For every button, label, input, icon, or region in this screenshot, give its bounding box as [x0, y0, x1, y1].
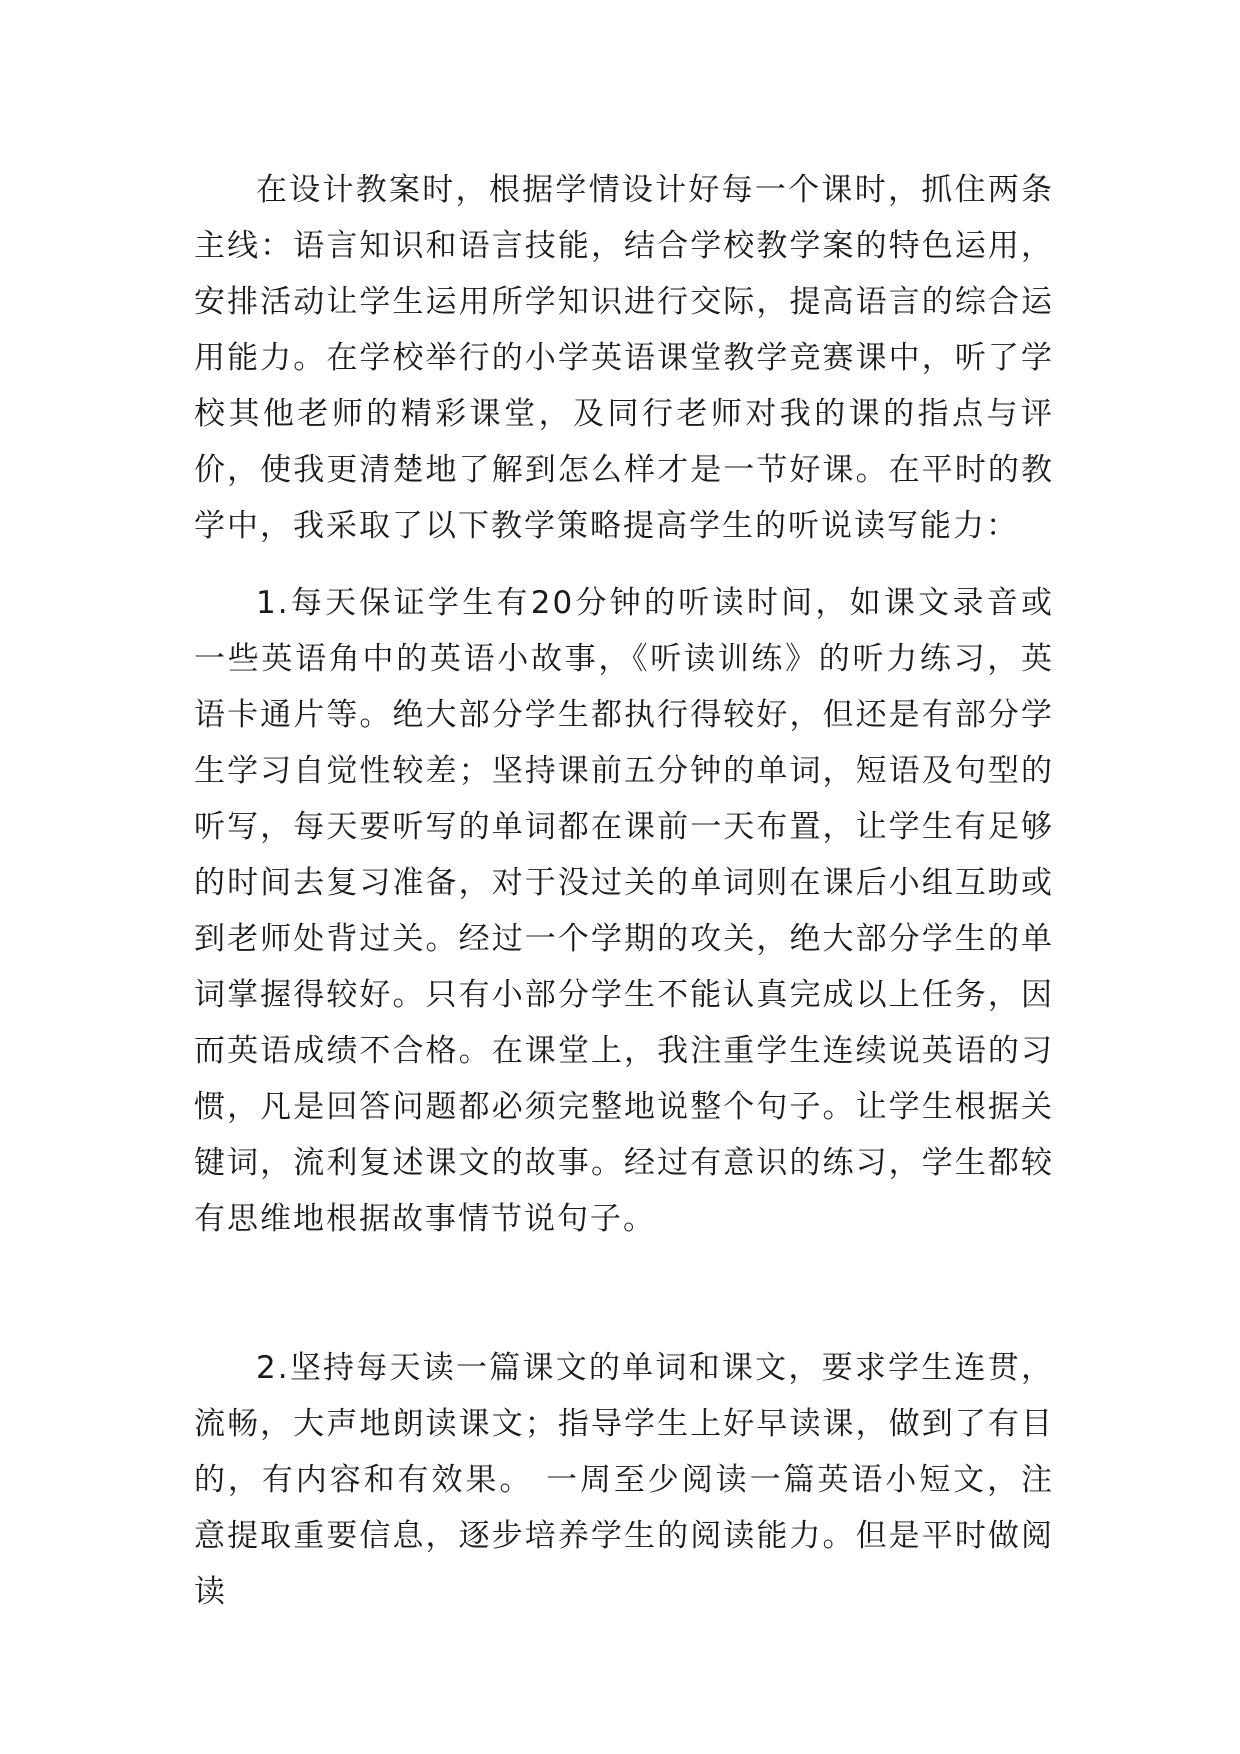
- paragraph-text: 在设计教案时，根据学情设计好每一个课时，抓住两条主线：语言知识和语言技能，结合学校教学案的特色运用，安排活动让学生运用所学知识进行交际，提高语言的综合运用能力。在学校举行的小学英语课堂教学竞赛课中，听了学校其他老师的精彩课堂，及同行老师对我的课的指点与评价，使我更清楚地了解到怎么样才是一节好课。在平时的教学中，我采取了以下教学策略提高学生的听说读写能力：: [194, 172, 1054, 544]
- paragraph-strategy-2: [194, 1340, 1054, 1620]
- paragraph-text: 2.坚持每天读一篇课文的单词和课文，要求学生连贯，流畅，大声地朗读课文；指导学生上好早读课，做到了有目的，有内容和有效果。 一周至少阅读一篇英语小短文，注意提取重要信息，逐步培养学生的阅读能力。但是平时做阅读: [194, 1350, 1054, 1610]
- paragraph-text: 1.每天保证学生有20分钟的听读时间，如课文录音或一些英语角中的英语小故事，《听读训练》的听力练习，英语卡通片等。绝大部分学生都执行得较好，但还是有部分学生学习自觉性较差；坚持课前五分钟的单词，短语及句型的听写，每天要听写的单词都在课前一天布置，让学生有足够的时间去复习准备，对于没过关的单词则在课后小组互助或到老师处背过关。经过一个学期的攻关，绝大部分学生的单词掌握得较好。只有小部分学生不能认真完成以上任务，因而英语成绩不合格。在课堂上，我注重学生连续说英语的习惯，凡是回答问题都必须完整地说整个句子。让学生根据关键词，流利复述课文的故事。经过有意识的练习，学生都较有思维地根据故事情节说句子。: [194, 585, 1054, 1237]
- paragraph-strategy-1: [194, 575, 1054, 1247]
- paragraph-teaching-design: [194, 162, 1054, 554]
